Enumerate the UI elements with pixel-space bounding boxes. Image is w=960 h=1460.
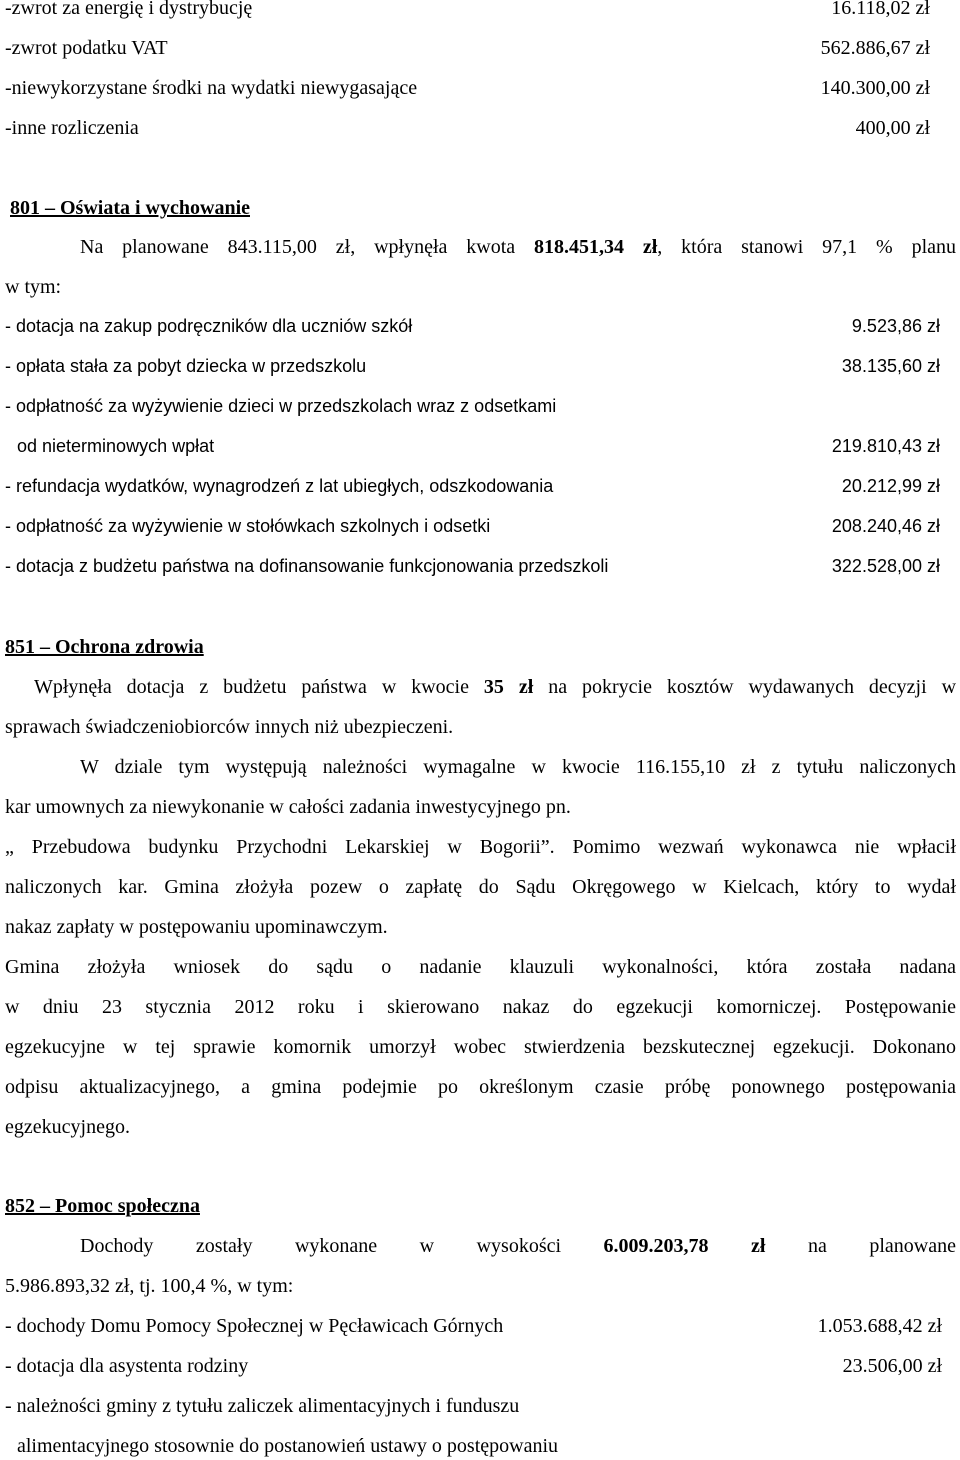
unused-funds-row bbox=[0, 78, 960, 102]
list-item: - należności gminy z tytułu zaliczek alimentacyjnych i funduszu bbox=[5, 1395, 520, 1417]
paragraph-line: kar umownych za niewykonanie w całości zadania inwestycyjnego pn. bbox=[5, 796, 571, 818]
section-851 bbox=[0, 637, 960, 661]
energy-row bbox=[0, 0, 960, 22]
row-amount: 140.300,00 zł bbox=[820, 77, 930, 99]
paragraph-line: egzekucyjne w tej sprawie komornik umorzył wobec stwierdzenia bezskutecznej egzekucji. Dokonano bbox=[5, 1036, 956, 1058]
row-amount: 562.886,67 zł bbox=[820, 37, 930, 59]
row-label: -zwrot podatku VAT bbox=[5, 37, 168, 59]
section-heading: 851 – Ochrona zdrowia bbox=[5, 636, 204, 658]
paragraph-line: w dniu 23 stycznia 2012 roku i skierowano nakaz do egzekucji komorniczej. Postępowanie bbox=[5, 996, 956, 1018]
section-heading: 801 – Oświata i wychowanie bbox=[10, 197, 250, 219]
row-amount: 16.118,02 zł bbox=[831, 0, 930, 19]
section-801 bbox=[0, 198, 960, 222]
intro-text: w tym: bbox=[5, 276, 62, 298]
row-label: -niewykorzystane środki na wydatki niewygasające bbox=[5, 77, 418, 99]
paragraph-line: Dochody zostały wykonane w wysokości 6.009.203,78 zł na planowane bbox=[80, 1235, 956, 1257]
list-item: - opłata stała za pobyt dziecka w przedszkolu 38.135,60 zł bbox=[5, 356, 940, 376]
list-item: - dochody Domu Pomocy Społecznej w Pęcławicach Górnych 1.053.688,42 zł bbox=[5, 1315, 942, 1337]
summary-text: , która stanowi 97,1 % planu bbox=[657, 236, 956, 258]
list-item: - dotacja na zakup podręczników dla uczniów szkół 9.523,86 zł bbox=[5, 316, 940, 336]
paragraph-line: „ Przebudowa budynku Przychodni Lekarskiej w Bogorii”. Pomimo wezwań wykonawca nie wpłacił bbox=[5, 836, 956, 858]
summary-text: Na planowane 843.115,00 zł, wpłynęła kwota bbox=[80, 236, 516, 258]
vat-row bbox=[0, 38, 960, 62]
section-heading: 852 – Pomoc społeczna bbox=[5, 1195, 200, 1217]
paragraph-line: Wpłynęła dotacja z budżetu państwa w kwocie 35 zł na pokrycie kosztów wydawanych decyzji w bbox=[34, 676, 957, 698]
list-item: - dotacja dla asystenta rodziny 23.506,00 zł bbox=[5, 1355, 942, 1377]
row-amount: 400,00 zł bbox=[855, 117, 930, 139]
list-item: alimentacyjnego stosownie do postanowień ustawy o postępowaniu bbox=[17, 1435, 559, 1457]
list-item: - refundacja wydatków, wynagrodzeń z lat ubiegłych, odszkodowania 20.212,99 zł bbox=[5, 476, 940, 496]
paragraph-line: sprawach świadczeniobiorców innych niż ubezpieczeni. bbox=[5, 716, 454, 738]
row-label: -inne rozliczenia bbox=[5, 117, 139, 139]
row-label: -zwrot za energię i dystrybucję bbox=[5, 0, 253, 19]
list-item: - odpłatność za wyżywienie w stołówkach szkolnych i odsetki 208.240,46 zł bbox=[5, 516, 940, 536]
paragraph-line: W dziale tym występują należności wymagalne w kwocie 116.155,10 zł z tytułu naliczonych bbox=[80, 756, 956, 778]
paragraph-line: naliczonych kar. Gmina złożyła pozew o zapłatę do Sądu Okręgowego w Kielcach, który to wydał bbox=[5, 876, 956, 898]
paragraph-line: egzekucyjnego. bbox=[5, 1116, 130, 1138]
section-801-intro bbox=[0, 277, 960, 301]
other-settlements-row bbox=[0, 118, 960, 142]
summary-amount: 818.451,34 zł bbox=[534, 236, 658, 258]
paragraph-line: Gmina złożyła wniosek do sądu o nadanie klauzuli wykonalności, która została nadana bbox=[5, 956, 956, 978]
list-item: - dotacja z budżetu państwa na dofinansowanie funkcjonowania przedszkoli 322.528,00 zł bbox=[5, 556, 940, 576]
list-item: - odpłatność za wyżywienie dzieci w przedszkolach wraz z odsetkami bbox=[5, 396, 557, 416]
paragraph-line: odpisu aktualizacyjnego, a gmina podejmie po określonym czasie próbę ponownego postępowania bbox=[5, 1076, 956, 1098]
paragraph-line: 5.986.893,32 zł, tj. 100,4 %, w tym: bbox=[5, 1275, 294, 1297]
section-801-summary bbox=[0, 237, 960, 261]
section-852 bbox=[0, 1196, 960, 1220]
paragraph-line: nakaz zapłaty w postępowaniu upominawczym. bbox=[5, 916, 388, 938]
list-item: od nieterminowych wpłat 219.810,43 zł bbox=[17, 436, 940, 456]
